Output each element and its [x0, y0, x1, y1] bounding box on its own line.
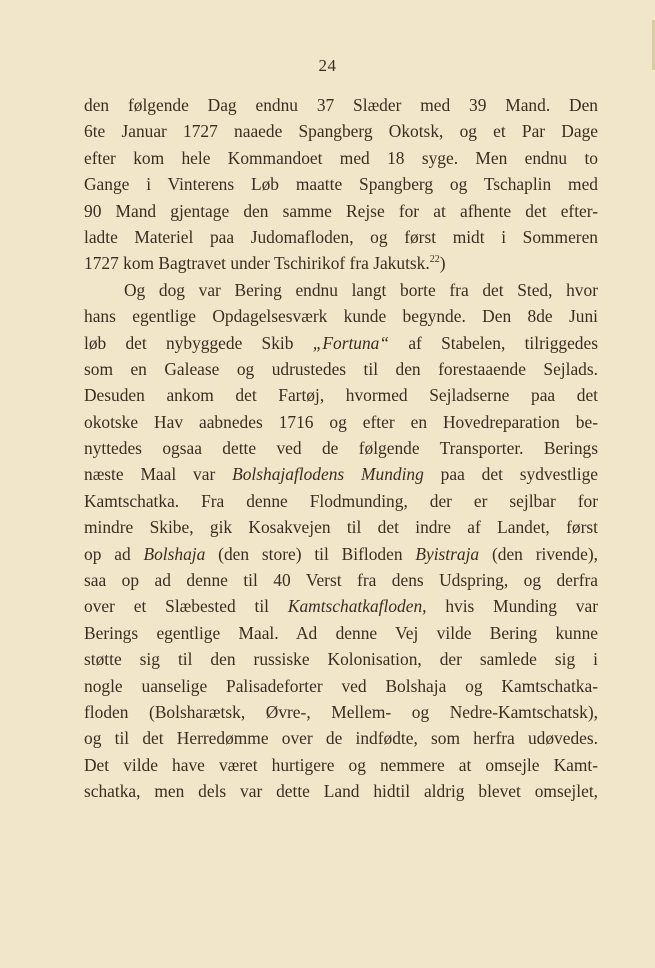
text-span: 6te Januar 1727 naaede Spangberg Okotsk, og et Par Dage	[84, 121, 598, 142]
text-line	[84, 92, 598, 118]
text-span: nogle uanselige Palisadeforter ved Bolshaja og Kamtschatka-	[84, 675, 598, 696]
text-span: floden (Bolsharætsk, Øvre-, Mellem- og Nedre-Kamtschatsk),	[84, 701, 598, 722]
text-line	[84, 541, 598, 567]
text-span: nyttedes ogsaa dette ved de følgende Transporter. Berings	[84, 438, 598, 459]
text-span: mindre Skibe, gik Kosakvejen til det indre af Landet, først	[84, 517, 598, 538]
text-line	[84, 435, 598, 461]
footnote-ref: 22	[429, 254, 440, 266]
text-line	[84, 118, 598, 144]
text-span: som en Galease og udrustedes til den forestaaende Sejlads.	[84, 358, 598, 379]
italic-text: Bolshajaflodens Munding	[232, 464, 424, 485]
text-line	[84, 673, 598, 699]
text-line	[84, 171, 598, 197]
text-line	[84, 250, 598, 276]
text-line	[84, 699, 598, 725]
text-line	[84, 277, 598, 303]
text-span: Kamtschatka. Fra denne Flodmunding, der er sejlbar for	[84, 490, 598, 511]
text-span: okotske Hav aabnedes 1716 og efter en Hovedreparation be-	[84, 411, 598, 432]
text-span: løb det nybyggede Skib	[84, 332, 313, 353]
text-line	[84, 330, 598, 356]
text-span: Og dog var Bering endnu langt borte fra det Sted, hvor	[124, 279, 598, 300]
text-span: efter kom hele Kommandoet med 18 syge. Men endnu to	[84, 147, 598, 168]
text-span: næste Maal var	[84, 464, 233, 485]
page-number: 24	[318, 56, 337, 75]
text-span: Det vilde have været hurtigere og nemmere at omsejle Kamt-	[84, 754, 598, 775]
text-span: og til det Herredømme over de indfødte, som herfra udøvedes.	[84, 728, 598, 749]
text-span: 90 Mand gjentage den samme Rejse for at afhente det efter-	[84, 200, 598, 221]
text-line	[84, 356, 598, 382]
text-line	[84, 488, 598, 514]
text-line	[84, 646, 598, 672]
text-span: (den rivende),	[479, 543, 598, 564]
italic-text: „Fortuna“	[312, 332, 390, 353]
text-span: Gange i Vinterens Løb maatte Spangberg og Tschaplin med	[84, 174, 598, 195]
text-span: 1727 kom Bagtravet under Tschirikof fra Jakutsk.	[84, 253, 430, 274]
text-span: saa op ad denne til 40 Verst fra dens Udspring, og derfra	[84, 570, 598, 591]
text-line	[84, 567, 598, 593]
italic-text: Byistraja	[415, 543, 480, 564]
text-line	[84, 752, 598, 778]
text-span: af Stabelen, tilriggedes	[389, 332, 598, 353]
text-line	[84, 461, 598, 487]
text-span: Berings egentlige Maal. Ad denne Vej vilde Bering kunne	[84, 622, 598, 643]
text-span: (den store) til Bifloden	[205, 543, 416, 564]
text-span: den følgende Dag endnu 37 Slæder med 39 Mand. Den	[84, 95, 598, 115]
text-span: op ad	[84, 543, 144, 564]
text-span: Desuden ankom det Fartøj, hvormed Sejladserne paa det	[84, 385, 598, 406]
text-span: paa det sydvestlige	[423, 464, 598, 485]
text-span: ladte Materiel paa Judomafloden, og først midt i Sommeren	[84, 226, 598, 247]
text-line	[84, 725, 598, 751]
text-line	[84, 303, 598, 329]
text-line	[84, 145, 598, 171]
body-text	[84, 92, 598, 805]
text-span: hvis Munding var	[426, 596, 598, 617]
text-line	[84, 514, 598, 540]
text-line	[84, 409, 598, 435]
text-line	[84, 620, 598, 646]
text-span: hans egentlige Opdagelsesværk kunde begynde. Den 8de Juni	[84, 306, 598, 327]
text-line	[84, 224, 598, 250]
italic-text: Bolshaja	[143, 543, 206, 564]
text-line	[84, 382, 598, 408]
text-span: schatka, men dels var dette Land hidtil aldrig blevet omsejlet,	[84, 781, 598, 802]
text-span: over et Slæbested til	[84, 596, 288, 617]
text-line	[84, 593, 598, 619]
text-line	[84, 778, 598, 804]
text-span: )	[439, 253, 446, 274]
text-line	[84, 198, 598, 224]
italic-text: Kamtschatkafloden,	[287, 596, 427, 617]
text-span: støtte sig til den russiske Kolonisation, der samlede sig i	[84, 649, 598, 670]
